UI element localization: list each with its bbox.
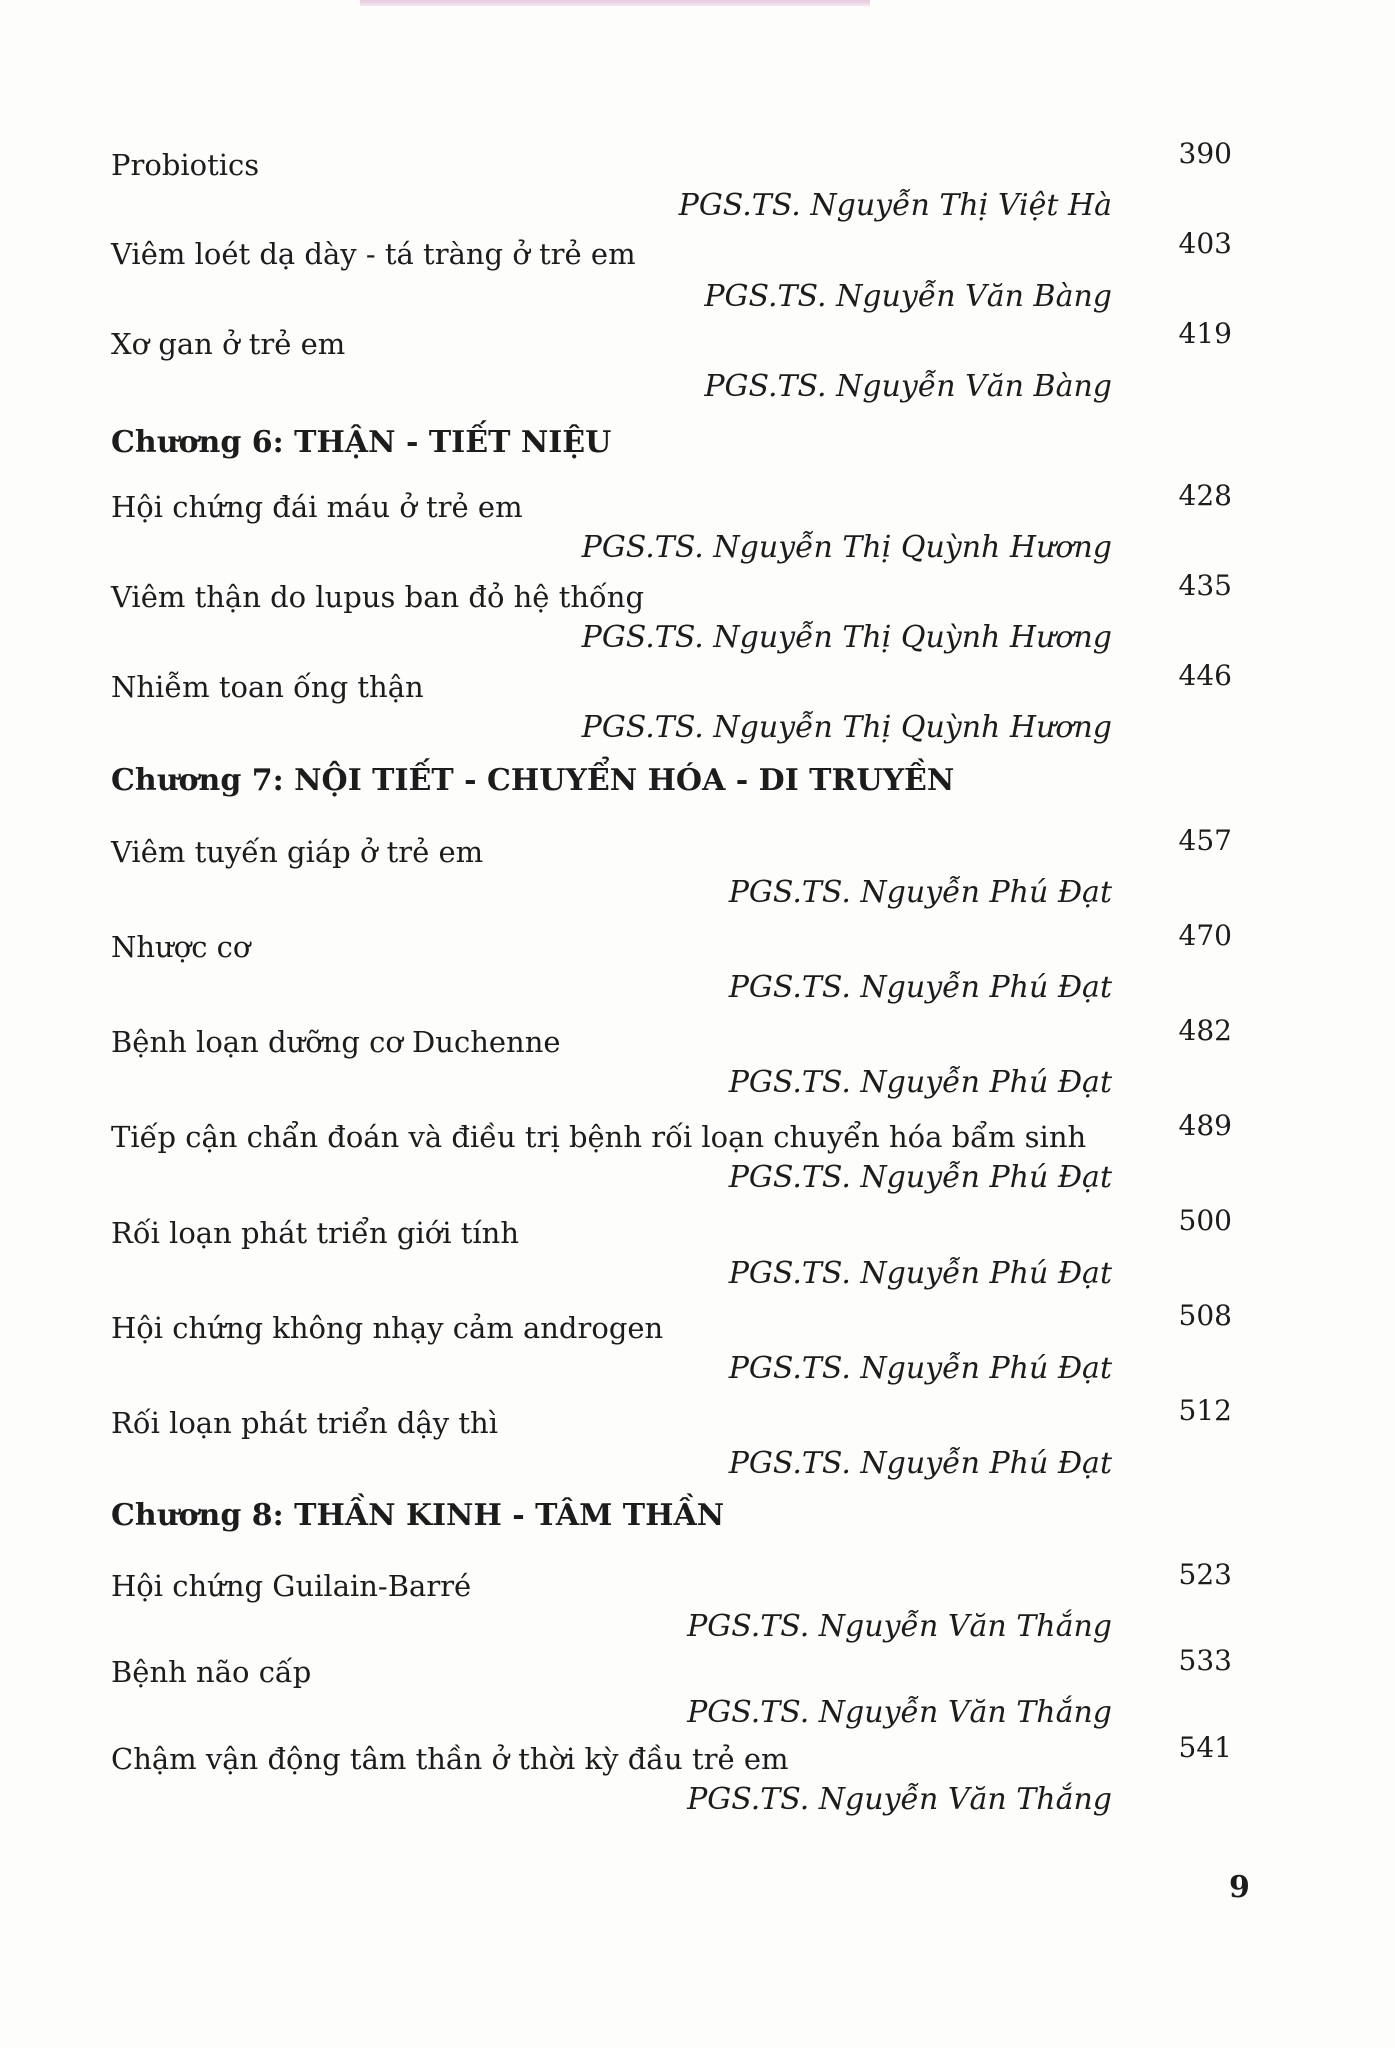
entry-title: Nhược cơ [111, 930, 251, 964]
entry-page: 508 [1178, 1299, 1232, 1332]
entry-author: PGS.TS. Nguyễn Văn Thắng [687, 1609, 1112, 1644]
entry-author: PGS.TS. Nguyễn Thị Việt Hà [678, 188, 1112, 223]
entry-page: 489 [1178, 1109, 1232, 1142]
entry-page: 500 [1178, 1204, 1232, 1237]
entry-page: 541 [1178, 1731, 1232, 1764]
entry-title: Viêm thận do lupus ban đỏ hệ thống [111, 580, 645, 614]
entry-author: PGS.TS. Nguyễn Phú Đạt [728, 1446, 1112, 1481]
entry-page: 428 [1178, 479, 1232, 512]
entry-author: PGS.TS. Nguyễn Văn Thắng [687, 1695, 1112, 1730]
entry-author: PGS.TS. Nguyễn Văn Thắng [687, 1782, 1112, 1817]
entry-title: Chậm vận động tâm thần ở thời kỳ đầu trẻ em [111, 1742, 789, 1776]
entry-author: PGS.TS. Nguyễn Phú Đạt [728, 1256, 1112, 1291]
entry-page: 470 [1178, 919, 1232, 952]
entry-author: PGS.TS. Nguyễn Văn Bàng [704, 279, 1112, 314]
entry-title: Rối loạn phát triển giới tính [111, 1216, 519, 1250]
entry-author: PGS.TS. Nguyễn Phú Đạt [728, 1065, 1112, 1100]
entry-title: Hội chứng không nhạy cảm androgen [111, 1311, 664, 1345]
chapter-heading: Chương 6: THẬN - TIẾT NIỆU [111, 425, 612, 460]
entry-page: 390 [1178, 137, 1232, 170]
entry-page: 533 [1178, 1644, 1232, 1677]
entry-page: 482 [1178, 1014, 1232, 1047]
entry-author: PGS.TS. Nguyễn Thị Quỳnh Hương [581, 530, 1112, 565]
entry-title: Nhiễm toan ống thận [111, 670, 424, 704]
entry-title: Xơ gan ở trẻ em [111, 327, 346, 361]
entry-title: Bệnh loạn dưỡng cơ Duchenne [111, 1025, 561, 1059]
chapter-heading: Chương 8: THẦN KINH - TÂM THẦN [111, 1498, 725, 1533]
entry-page: 446 [1178, 659, 1232, 692]
page-number: 9 [1229, 1870, 1250, 1905]
entry-author: PGS.TS. Nguyễn Văn Bàng [704, 369, 1112, 404]
entry-author: PGS.TS. Nguyễn Thị Quỳnh Hương [581, 620, 1112, 655]
entry-title: Hội chứng Guilain-Barré [111, 1569, 472, 1603]
entry-page: 457 [1178, 824, 1232, 857]
entry-author: PGS.TS. Nguyễn Phú Đạt [728, 1160, 1112, 1195]
entry-author: PGS.TS. Nguyễn Phú Đạt [728, 1351, 1112, 1386]
entry-author: PGS.TS. Nguyễn Phú Đạt [728, 875, 1112, 910]
entry-title: Hội chứng đái máu ở trẻ em [111, 490, 523, 524]
entry-page: 403 [1178, 227, 1232, 260]
entry-page: 435 [1178, 569, 1232, 602]
entry-title: Viêm loét dạ dày - tá tràng ở trẻ em [111, 237, 636, 271]
entry-title: Probiotics [111, 148, 260, 182]
entry-title: Viêm tuyến giáp ở trẻ em [111, 835, 484, 869]
entry-page: 523 [1178, 1558, 1232, 1591]
entry-author: PGS.TS. Nguyễn Thị Quỳnh Hương [581, 710, 1112, 745]
entry-title: Tiếp cận chẩn đoán và điều trị bệnh rối loạn chuyển hóa bẩm sinh [111, 1120, 1087, 1154]
entry-author: PGS.TS. Nguyễn Phú Đạt [728, 970, 1112, 1005]
entry-page: 512 [1178, 1394, 1232, 1427]
chapter-heading: Chương 7: NỘI TIẾT - CHUYỂN HÓA - DI TRUYỀN [111, 763, 955, 798]
entry-page: 419 [1178, 317, 1232, 350]
entry-title: Bệnh não cấp [111, 1655, 312, 1689]
entry-title: Rối loạn phát triển dậy thì [111, 1406, 498, 1440]
